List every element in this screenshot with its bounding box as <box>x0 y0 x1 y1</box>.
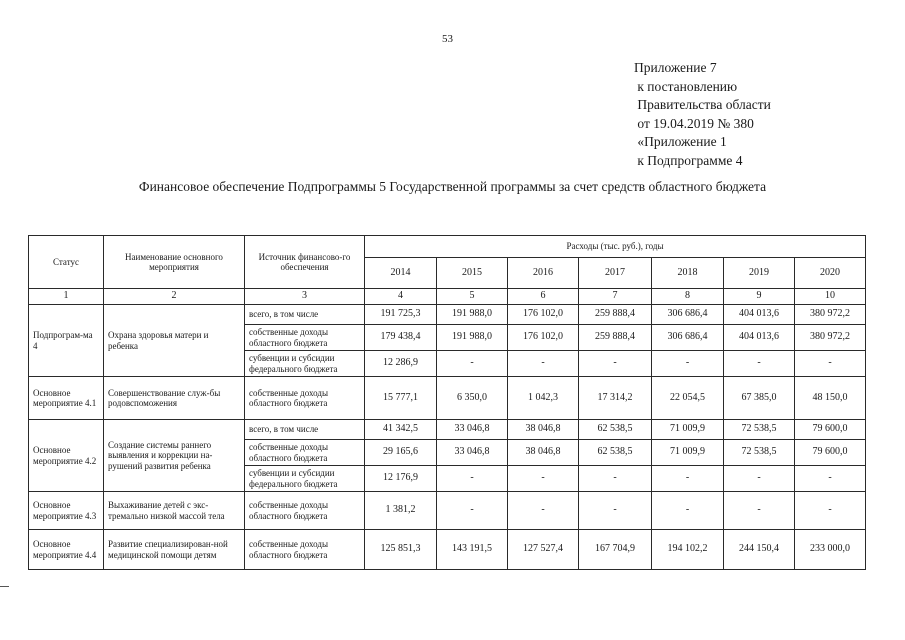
status-cell: Основное мероприятие 4.3 <box>29 492 104 530</box>
page-number: 53 <box>442 33 453 45</box>
value-cell: - <box>724 351 795 377</box>
value-cell: 176 102,0 <box>508 305 579 325</box>
header-expenses: Расходы (тыс. руб.), годы <box>365 236 866 258</box>
value-cell: 125 851,3 <box>365 530 437 570</box>
document-title: Финансовое обеспечение Подпрограммы 5 Государственной программы за счет средств областного бюджета <box>138 179 767 194</box>
value-cell: 79 600,0 <box>795 440 866 466</box>
column-number: 8 <box>652 289 724 305</box>
column-number: 10 <box>795 289 866 305</box>
value-cell: 67 385,0 <box>724 377 795 420</box>
appendix-line: от 19.04.2019 № 380 <box>634 115 754 131</box>
value-cell: 306 686,4 <box>652 305 724 325</box>
value-cell: 12 176,9 <box>365 466 437 492</box>
value-cell: 259 888,4 <box>579 325 652 351</box>
status-cell: Основное мероприятие 4.2 <box>29 420 104 492</box>
value-cell: - <box>579 466 652 492</box>
value-cell: - <box>724 492 795 530</box>
value-cell: - <box>652 492 724 530</box>
source-cell: собственные доходы областного бюджета <box>245 377 365 420</box>
financial-table <box>28 235 866 570</box>
value-cell: - <box>437 351 508 377</box>
activity-name-cell: Выхаживание детей с экс-тремально низкой массой тела <box>104 492 245 530</box>
activity-name-cell: Развитие специализирован-ной медицинской помощи детям <box>104 530 245 570</box>
value-cell: 167 704,9 <box>579 530 652 570</box>
header-status: Статус <box>29 236 104 289</box>
value-cell: - <box>437 492 508 530</box>
value-cell: 72 538,5 <box>724 420 795 440</box>
table-row <box>29 377 866 420</box>
value-cell: 176 102,0 <box>508 325 579 351</box>
value-cell: - <box>795 466 866 492</box>
value-cell: 38 046,8 <box>508 440 579 466</box>
value-cell: 1 042,3 <box>508 377 579 420</box>
margin-mark <box>0 586 9 587</box>
activity-name-cell: Охрана здоровья матери и ребенка <box>104 305 245 377</box>
column-number: 3 <box>245 289 365 305</box>
source-cell: собственные доходы областного бюджета <box>245 440 365 466</box>
source-cell: всего, в том числе <box>245 420 365 440</box>
value-cell: 15 777,1 <box>365 377 437 420</box>
value-cell: 191 725,3 <box>365 305 437 325</box>
value-cell: - <box>508 492 579 530</box>
column-number: 1 <box>29 289 104 305</box>
value-cell: 194 102,2 <box>652 530 724 570</box>
value-cell: 62 538,5 <box>579 440 652 466</box>
value-cell: - <box>795 492 866 530</box>
value-cell: 244 150,4 <box>724 530 795 570</box>
appendix-line: Правительства области <box>634 97 771 112</box>
header-year: 2014 <box>365 258 437 289</box>
source-cell: субвенции и субсидии федерального бюджета <box>245 466 365 492</box>
source-cell: собственные доходы областного бюджета <box>245 325 365 351</box>
header-year: 2016 <box>508 258 579 289</box>
value-cell: 179 438,4 <box>365 325 437 351</box>
value-cell: 17 314,2 <box>579 377 652 420</box>
column-number: 5 <box>437 289 508 305</box>
value-cell: 41 342,5 <box>365 420 437 440</box>
source-cell: субвенции и субсидии федерального бюджета <box>245 351 365 377</box>
table-row <box>29 420 866 440</box>
value-cell: - <box>508 351 579 377</box>
value-cell: 12 286,9 <box>365 351 437 377</box>
appendix-block <box>634 59 771 170</box>
status-cell: Подпрограм-ма 4 <box>29 305 104 377</box>
value-cell: 6 350,0 <box>437 377 508 420</box>
value-cell: - <box>652 351 724 377</box>
status-cell: Основное мероприятие 4.1 <box>29 377 104 420</box>
value-cell: 380 972,2 <box>795 325 866 351</box>
value-cell: 71 009,9 <box>652 440 724 466</box>
source-cell: собственные доходы областного бюджета <box>245 492 365 530</box>
value-cell: 404 013,6 <box>724 325 795 351</box>
value-cell: 127 527,4 <box>508 530 579 570</box>
value-cell: 404 013,6 <box>724 305 795 325</box>
value-cell: - <box>795 351 866 377</box>
column-number: 2 <box>104 289 245 305</box>
value-cell: 79 600,0 <box>795 420 866 440</box>
column-number: 6 <box>508 289 579 305</box>
column-number: 4 <box>365 289 437 305</box>
status-cell: Основное мероприятие 4.4 <box>29 530 104 570</box>
source-cell: собственные доходы областного бюджета <box>245 530 365 570</box>
value-cell: - <box>437 466 508 492</box>
value-cell: 29 165,6 <box>365 440 437 466</box>
value-cell: 1 381,2 <box>365 492 437 530</box>
column-number: 9 <box>724 289 795 305</box>
value-cell: 259 888,4 <box>579 305 652 325</box>
activity-name-cell: Совершенствование служ-бы родовспоможения <box>104 377 245 420</box>
header-year: 2015 <box>437 258 508 289</box>
value-cell: - <box>724 466 795 492</box>
value-cell: 380 972,2 <box>795 305 866 325</box>
value-cell: 38 046,8 <box>508 420 579 440</box>
header-source: Источник финансово-го обеспечения <box>245 236 365 289</box>
value-cell: 62 538,5 <box>579 420 652 440</box>
value-cell: 72 538,5 <box>724 440 795 466</box>
value-cell: - <box>652 466 724 492</box>
appendix-line: Приложение 7 <box>634 60 717 75</box>
header-year: 2020 <box>795 258 866 289</box>
value-cell: 191 988,0 <box>437 325 508 351</box>
table-row <box>29 492 866 530</box>
header-year: 2017 <box>579 258 652 289</box>
value-cell: 233 000,0 <box>795 530 866 570</box>
value-cell: 143 191,5 <box>437 530 508 570</box>
value-cell: 22 054,5 <box>652 377 724 420</box>
value-cell: - <box>579 351 652 377</box>
header-year: 2018 <box>652 258 724 289</box>
value-cell: - <box>579 492 652 530</box>
value-cell: 191 988,0 <box>437 305 508 325</box>
table-row <box>29 305 866 325</box>
value-cell: - <box>508 466 579 492</box>
table-row <box>29 530 866 570</box>
source-cell: всего, в том числе <box>245 305 365 325</box>
activity-name-cell: Создание системы раннего выявления и коррекции на-рушений развития ребенка <box>104 420 245 492</box>
header-name: Наименование основного мероприятия <box>104 236 245 289</box>
value-cell: 306 686,4 <box>652 325 724 351</box>
appendix-line: «Приложение 1 <box>634 134 727 149</box>
value-cell: 33 046,8 <box>437 440 508 466</box>
value-cell: 33 046,8 <box>437 420 508 440</box>
value-cell: 71 009,9 <box>652 420 724 440</box>
column-number: 7 <box>579 289 652 305</box>
appendix-line: к постановлению <box>634 78 738 94</box>
header-year: 2019 <box>724 258 795 289</box>
value-cell: 48 150,0 <box>795 377 866 420</box>
appendix-line: к Подпрограмме 4 <box>634 152 743 168</box>
